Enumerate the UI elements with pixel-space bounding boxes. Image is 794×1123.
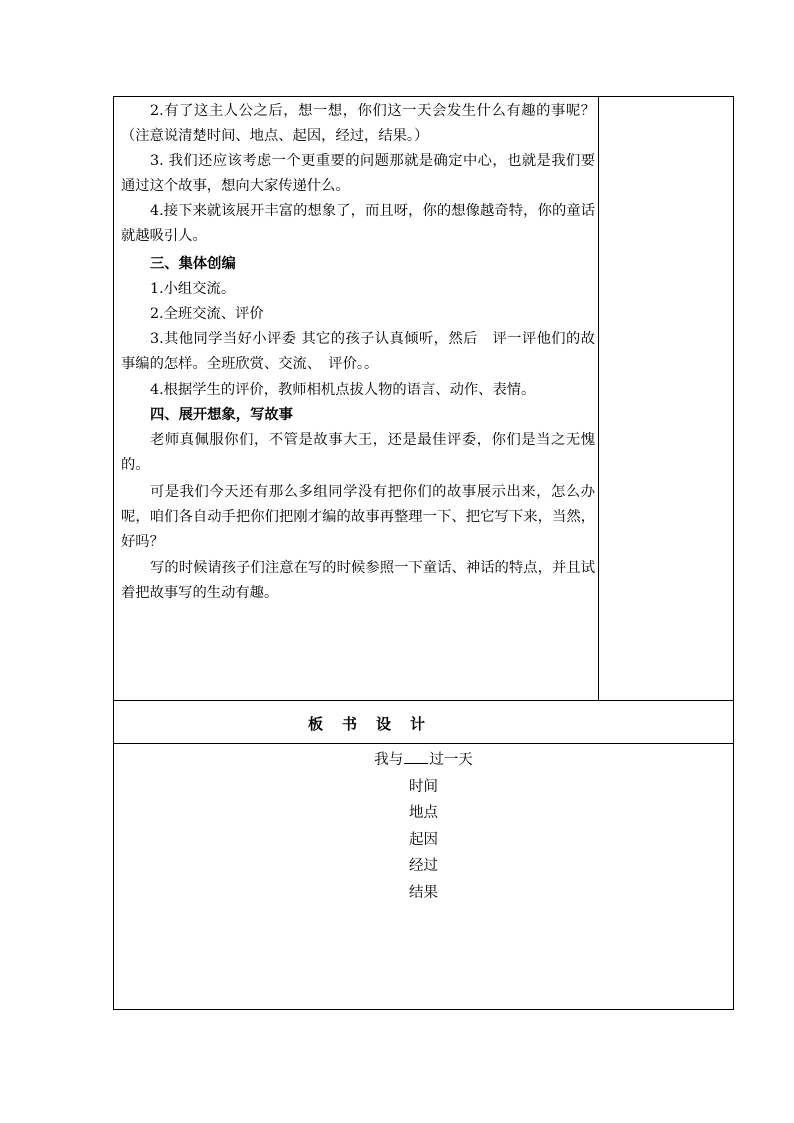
praise-text: 老师真佩服你们，不管是故事大王，还是最佳评委，你们是当之无愧的。: [121, 432, 595, 473]
step-2-text: 2.有了这主人公之后，想一想，你们这一天会发生什么有趣的事呢？（注意说清楚时间、地点、起因，经过，结果。）: [121, 103, 595, 144]
section-3-heading: 三、集体创编: [150, 256, 236, 272]
board-design-heading-row: [114, 701, 733, 744]
lesson-plan-table: [113, 96, 734, 1010]
board-title-suffix: 过一天: [429, 752, 473, 768]
fill-in-blank: [404, 750, 428, 764]
board-item-cause: 起因: [409, 832, 438, 848]
section-4-heading: 四、展开想象，写故事: [150, 407, 293, 423]
board-title-prefix: 我与: [374, 752, 404, 768]
teaching-process-row: [114, 97, 733, 701]
notes-cell: [599, 97, 733, 700]
board-item-time: 时间: [409, 779, 438, 795]
board-title: [114, 750, 733, 770]
board-design-cell: [114, 744, 733, 1009]
board-design-heading: 板 书 设 计: [308, 715, 428, 733]
peer-review-text: 3.其他同学当好小评委 其它的孩子认真倾听，然后 评一评他们的故事编的怎样。全班欣赏、交流、 评价。。: [121, 331, 595, 372]
board-item-place: 地点: [409, 805, 438, 821]
teacher-guidance-text: 4.根据学生的评价，教师相机点拔人物的语言、动作、表情。: [150, 382, 536, 398]
writing-task-text: 可是我们今天还有那么多组同学没有把你们的故事展示出来，怎么办呢，咱们各自动手把你们把刚才编的故事再整理一下、把它写下来，当然，好吗？: [121, 484, 595, 550]
board-item-process: 经过: [409, 858, 438, 874]
class-exchange-text: 2.全班交流、评价: [150, 306, 264, 322]
step-4-text: 4.接下来就该展开丰富的想象了，而且呀，你的想像越奇特，你的童话就越吸引人。: [121, 203, 595, 244]
writing-tips-text: 写的时候请孩子们注意在写的时候参照一下童话、神话的特点，并且试着把故事写的生动有趣。: [121, 560, 595, 601]
step-3-text: 3. 我们还应该考虑一个更重要的问题那就是确定中心，也就是我们要通过这个故事，想向大家传递什么。: [121, 153, 595, 194]
group-exchange-text: 1.小组交流。: [150, 281, 236, 297]
teaching-process-cell: [114, 97, 599, 700]
board-item-result: 结果: [409, 885, 438, 901]
